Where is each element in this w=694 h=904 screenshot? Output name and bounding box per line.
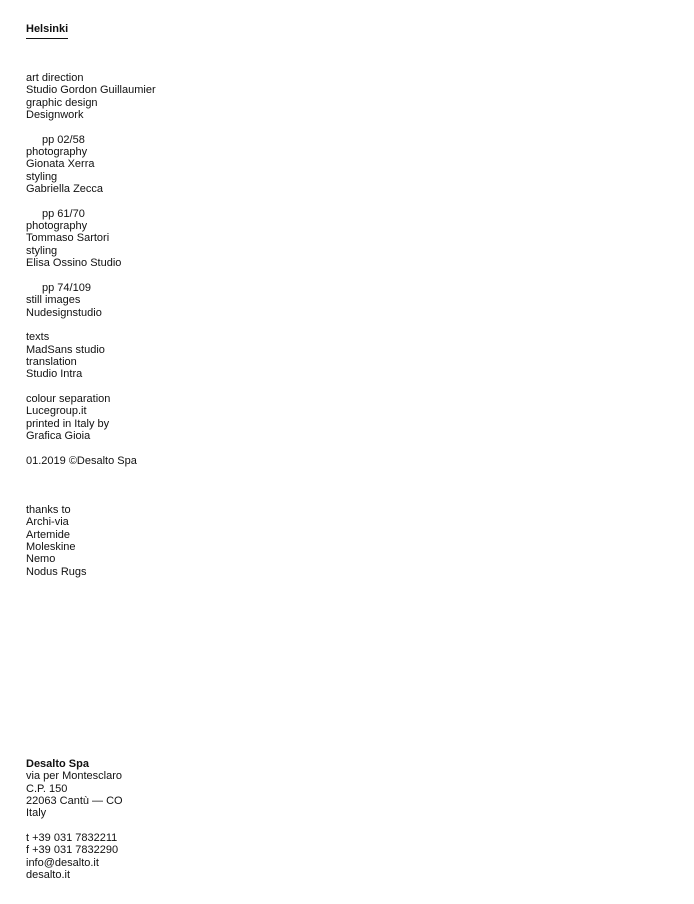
- credit-label: styling: [26, 244, 58, 257]
- website: desalto.it: [26, 869, 71, 882]
- page-range: pp 02/58: [42, 133, 85, 146]
- credit-value: Grafica Gioia: [26, 429, 91, 442]
- credit-label: still images: [26, 294, 81, 307]
- thanks-item: Nemo: [26, 553, 56, 566]
- phone-number: t +39 031 7832211: [26, 832, 118, 845]
- credit-label: graphic design: [26, 96, 98, 109]
- credit-label: translation: [26, 355, 77, 368]
- credit-value: Gionata Xerra: [26, 158, 95, 171]
- credit-value: Studio Gordon Guillaumier: [26, 84, 156, 97]
- spacer: [26, 121, 326, 133]
- spacer: [26, 467, 326, 504]
- credit-label: colour separation: [26, 392, 111, 405]
- page-title: Helsinki: [26, 23, 68, 39]
- spacer: [26, 195, 326, 207]
- spacer: [26, 319, 326, 331]
- thanks-label: thanks to: [26, 504, 71, 516]
- thanks-item: Archi-via: [26, 516, 69, 529]
- address-line: C.P. 150: [26, 782, 68, 795]
- address-line: via per Montesclaro: [26, 770, 122, 783]
- credit-value: Lucegroup.it: [26, 405, 87, 418]
- credit-value: Designwork: [26, 109, 84, 122]
- spacer: [26, 381, 326, 393]
- fax-number: f +39 031 7832290: [26, 844, 119, 857]
- credit-label: photography: [26, 146, 88, 159]
- spacer: [26, 820, 326, 832]
- address-line: 22063 Cantù — CO: [26, 795, 123, 808]
- address-country: Italy: [26, 807, 47, 820]
- credit-label: art direction: [26, 72, 84, 84]
- credit-value: Nudesignstudio: [26, 306, 102, 319]
- credit-value: Tommaso Sartori: [26, 232, 110, 245]
- thanks-item: Nodus Rugs: [26, 565, 87, 578]
- credit-value: MadSans studio: [26, 343, 105, 356]
- credit-label: texts: [26, 331, 50, 344]
- contact-block: [26, 758, 326, 881]
- credit-value: Studio Intra: [26, 368, 83, 381]
- thanks-item: Artemide: [26, 528, 71, 541]
- copyright: 01.2019 ©Desalto Spa: [26, 454, 137, 467]
- email-address: info@desalto.it: [26, 856, 99, 869]
- credit-value: Gabriella Zecca: [26, 183, 104, 196]
- credits-block: [26, 72, 326, 578]
- company-name: Desalto Spa: [26, 758, 89, 770]
- page-range: pp 61/70: [42, 207, 85, 220]
- credit-value: Elisa Ossino Studio: [26, 257, 122, 270]
- thanks-item: Moleskine: [26, 541, 76, 554]
- page-range: pp 74/109: [42, 281, 91, 294]
- credit-label: photography: [26, 220, 88, 233]
- credit-label: styling: [26, 170, 58, 183]
- spacer: [26, 442, 326, 454]
- credit-label: printed in Italy by: [26, 417, 110, 430]
- spacer: [26, 270, 326, 282]
